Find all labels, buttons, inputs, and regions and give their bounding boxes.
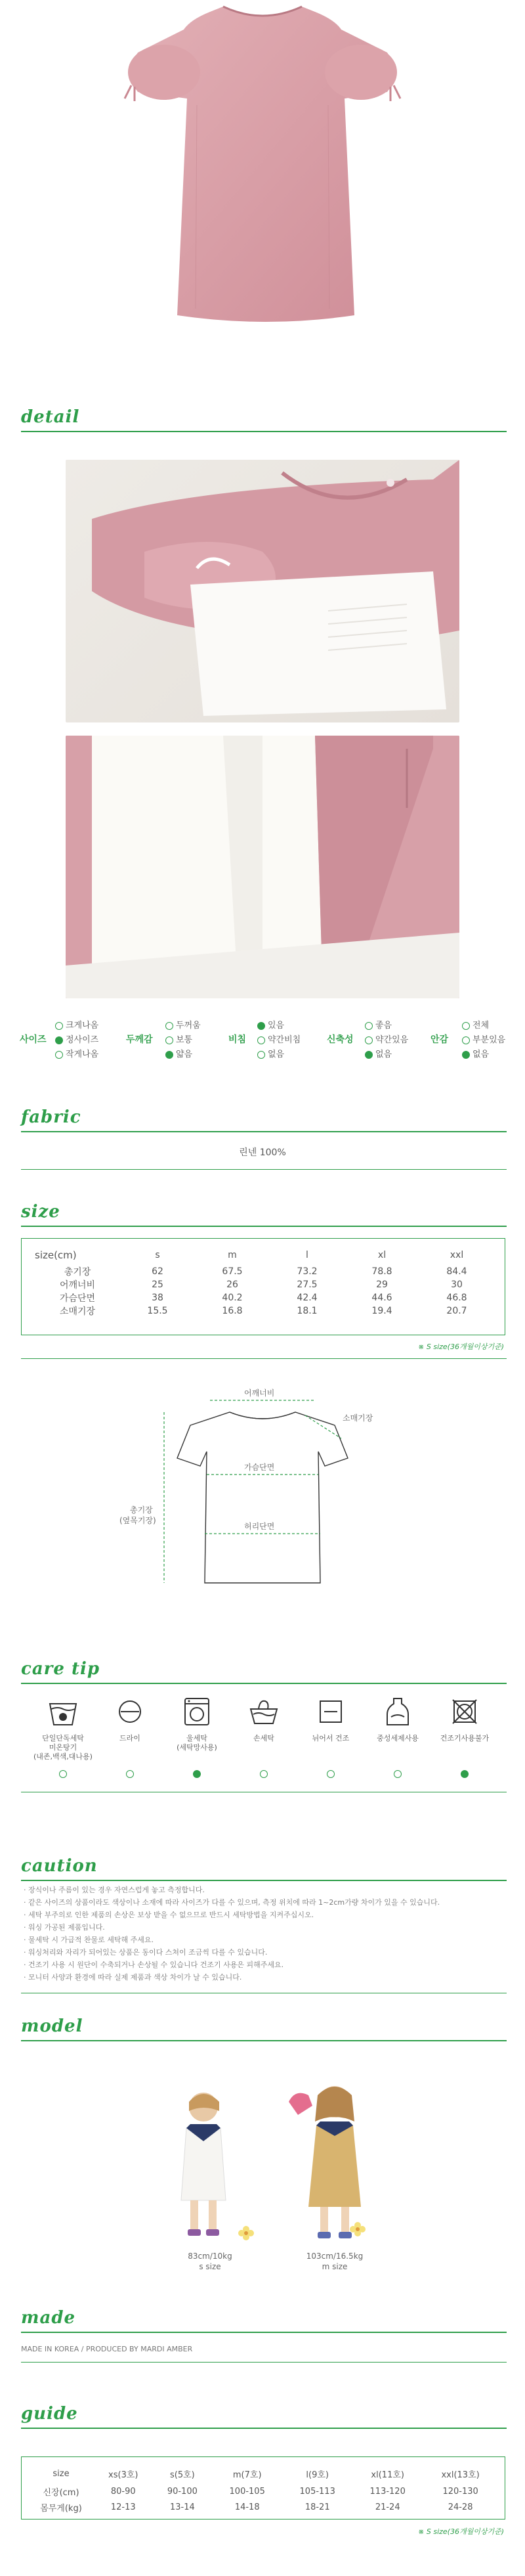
made-in-text: MADE IN KOREA / PRODUCED BY MARDI AMBER <box>21 2345 193 2353</box>
size-header: m <box>228 1250 237 1260</box>
option-label-size: 사이즈 <box>20 1034 47 1045</box>
model-m-size: m size <box>322 2262 348 2271</box>
section-title-guide: guide <box>21 2404 78 2424</box>
flower-icon <box>348 2220 368 2240</box>
model-s-size: s size <box>199 2262 221 2271</box>
radio-icon <box>165 1022 173 1030</box>
divider <box>21 1131 507 1132</box>
caution-item: · 모니터 사양과 환경에 따라 실제 제품과 색상 차이가 날 수 있습니다. <box>24 1973 242 1982</box>
radio-icon <box>462 1036 470 1044</box>
radio-icon <box>462 1022 470 1030</box>
care-dot-selected <box>461 1770 469 1778</box>
option-size-large: 크게나옴 <box>55 1018 98 1031</box>
section-title-fabric: fabric <box>21 1107 81 1127</box>
guide-header: xxl(13호) <box>441 2470 480 2480</box>
table-row: 총기장 62 67.5 73.2 78.8 84.4 <box>64 1266 467 1277</box>
option-size-true: 정사이즈 <box>55 1033 98 1045</box>
option-lining-none: 없음 <box>462 1047 489 1059</box>
caution-item: · 같은 사이즈의 상품이라도 색상이나 소재에 따라 사이즈가 다를 수 있으며, 측정 위치에 따라 1~2cm가량 차이가 있을 수 있습니다. <box>24 1898 440 1907</box>
divider <box>21 2362 507 2363</box>
option-thick: 두꺼움 <box>165 1018 201 1031</box>
caution-item: · 건조기 사용 시 원단이 수축되거나 손상될 수 있습니다 건조기 사용은 피해주세요. <box>24 1961 284 1969</box>
guide-note: ※ S size(36개월이상기준) <box>418 2527 504 2536</box>
size-table <box>35 1245 494 1318</box>
size-header: size(cm) <box>35 1249 77 1261</box>
caution-item: · 물세탁 시 가급적 찬물로 세탁해 주세요. <box>24 1936 154 1944</box>
guide-header: size <box>52 2468 70 2479</box>
radio-selected-icon <box>165 1051 173 1059</box>
care-dot <box>327 1770 335 1778</box>
caution-item: · 워싱처리와 자리가 되어있는 상품은 동이다 스쳐이 조금씩 다를 수 있습니다. <box>24 1948 268 1957</box>
divider <box>21 1880 507 1881</box>
care-dot <box>394 1770 402 1778</box>
detergent-icon <box>381 1695 415 1729</box>
washing-machine-icon <box>180 1695 214 1729</box>
care-label: 중성세제사용 <box>377 1734 419 1743</box>
guide-header: m(7호) <box>232 2470 262 2480</box>
radio-icon <box>365 1036 373 1044</box>
radio-selected-icon <box>365 1051 373 1059</box>
radio-icon <box>55 1022 63 1030</box>
care-label: 뉘어서 건조 <box>312 1734 350 1743</box>
guide-table-box <box>21 2456 505 2520</box>
care-dot <box>126 1770 134 1778</box>
caution-list <box>24 1884 503 1984</box>
care-label: 손세탁 <box>253 1734 274 1743</box>
size-table-box <box>21 1238 505 1335</box>
table-row: 소매기장 15.5 16.8 18.1 19.4 20.7 <box>59 1306 467 1317</box>
guide-header: xl(11호) <box>371 2470 404 2480</box>
care-label: 건조기사용불가 <box>440 1734 490 1743</box>
guide-header: s(5호) <box>169 2470 195 2480</box>
divider <box>21 1358 507 1359</box>
option-sheer-yes: 있음 <box>257 1018 284 1031</box>
guide-header: l(9호) <box>306 2470 329 2480</box>
guide-table <box>28 2464 498 2515</box>
flat-dry-icon <box>314 1695 348 1729</box>
care-label: 단일단독세탁 미온탕기 (내존,백색,대나용) <box>33 1734 93 1761</box>
divider <box>21 2428 507 2429</box>
radio-icon <box>165 1036 173 1044</box>
size-note: ※ S size(36개월이상기준) <box>418 1343 504 1351</box>
option-label-sheer: 비침 <box>228 1034 247 1045</box>
radio-selected-icon <box>462 1051 470 1059</box>
option-thin: 얇음 <box>165 1047 192 1059</box>
size-header: xxl <box>450 1250 464 1260</box>
section-title-caution: caution <box>21 1856 98 1876</box>
option-stretch-no: 없음 <box>365 1047 392 1059</box>
diagram-label-hem: 허리단면 <box>244 1522 275 1531</box>
model-m-stats: 103cm/16.5kg <box>306 2252 364 2261</box>
option-sheer-slight: 약간비침 <box>257 1033 301 1045</box>
detail-photo-collar <box>66 460 459 722</box>
caution-item: · 워싱 가공된 제품입니다. <box>24 1923 105 1932</box>
option-label-stretch: 신축성 <box>327 1034 354 1045</box>
option-size-small: 작게나옴 <box>55 1047 98 1059</box>
caution-item: · 장식이나 주름이 있는 경우 자연스럽게 놓고 측정합니다. <box>24 1886 205 1894</box>
size-header: l <box>306 1250 308 1260</box>
fabric-composition: 린넨 100% <box>239 1147 286 1158</box>
diagram-label-length-sub: (옆목기장) <box>119 1516 156 1525</box>
section-title-care: care tip <box>21 1659 100 1679</box>
size-header: xl <box>377 1250 387 1260</box>
option-lining-full: 전체 <box>462 1018 489 1031</box>
care-dot <box>260 1770 268 1778</box>
radio-icon <box>55 1051 63 1059</box>
model-photo-s <box>164 2089 249 2246</box>
care-label: 드라이 <box>119 1734 140 1743</box>
divider <box>21 2040 507 2041</box>
flower-icon <box>236 2224 256 2244</box>
table-row: 어깨너비 25 26 27.5 29 30 <box>59 1279 463 1291</box>
divider <box>21 431 507 432</box>
section-title-size: size <box>21 1202 60 1222</box>
model-photo-m <box>282 2076 387 2246</box>
table-row: 신장(cm) 80-90 90-100 100-105 105-113 113-120 120-130 <box>43 2486 478 2498</box>
radio-selected-icon <box>55 1036 63 1044</box>
hand-wash-icon <box>247 1695 281 1729</box>
section-title-made: made <box>21 2308 76 2328</box>
model-s-stats: 83cm/10kg <box>188 2252 232 2261</box>
care-dot-selected <box>193 1770 201 1778</box>
table-row: 가슴단면 38 40.2 42.4 44.6 46.8 <box>59 1293 467 1304</box>
divider <box>21 1226 507 1227</box>
option-sheer-no: 없음 <box>257 1047 284 1059</box>
diagram-label-length: 총기장 <box>130 1505 153 1515</box>
section-title-detail: detail <box>21 407 80 427</box>
detail-photo-hem <box>66 736 459 998</box>
option-normal: 보통 <box>165 1033 192 1045</box>
divider <box>21 1683 507 1684</box>
option-label-thickness: 두께감 <box>126 1034 153 1045</box>
diagram-label-shoulder: 어깨너비 <box>244 1388 275 1398</box>
option-stretch-good: 좋음 <box>365 1018 392 1031</box>
diagram-label-sleeve: 소매기장 <box>343 1413 373 1423</box>
radio-selected-icon <box>257 1022 265 1030</box>
option-stretch-slight: 약간있음 <box>365 1033 408 1045</box>
guide-header: xs(3호) <box>108 2470 138 2480</box>
dryclean-icon <box>113 1695 147 1729</box>
size-header: s <box>155 1250 160 1260</box>
no-dryer-icon <box>448 1695 482 1729</box>
caution-item: · 세탁 부주의로 인한 제품의 손상은 보상 받을 수 없으므로 반드시 세탁방법을 지켜주십시오. <box>24 1911 314 1919</box>
divider <box>21 1169 507 1170</box>
radio-icon <box>257 1051 265 1059</box>
diagram-label-chest: 가슴단면 <box>244 1463 275 1472</box>
option-label-lining: 안감 <box>430 1034 449 1045</box>
product-hero-image <box>118 0 407 342</box>
divider <box>21 2332 507 2333</box>
size-diagram <box>144 1392 381 1609</box>
option-lining-partial: 부분있음 <box>462 1033 505 1045</box>
table-row: 몸무게(kg) 12-13 13-14 14-18 18-21 21-24 24-28 <box>40 2502 473 2514</box>
radio-icon <box>365 1022 373 1030</box>
care-dot <box>59 1770 67 1778</box>
radio-icon <box>257 1036 265 1044</box>
care-label: 울세탁 (세탁망사용) <box>177 1734 217 1752</box>
section-title-model: model <box>21 2016 83 2036</box>
handwash-icon <box>46 1695 80 1729</box>
